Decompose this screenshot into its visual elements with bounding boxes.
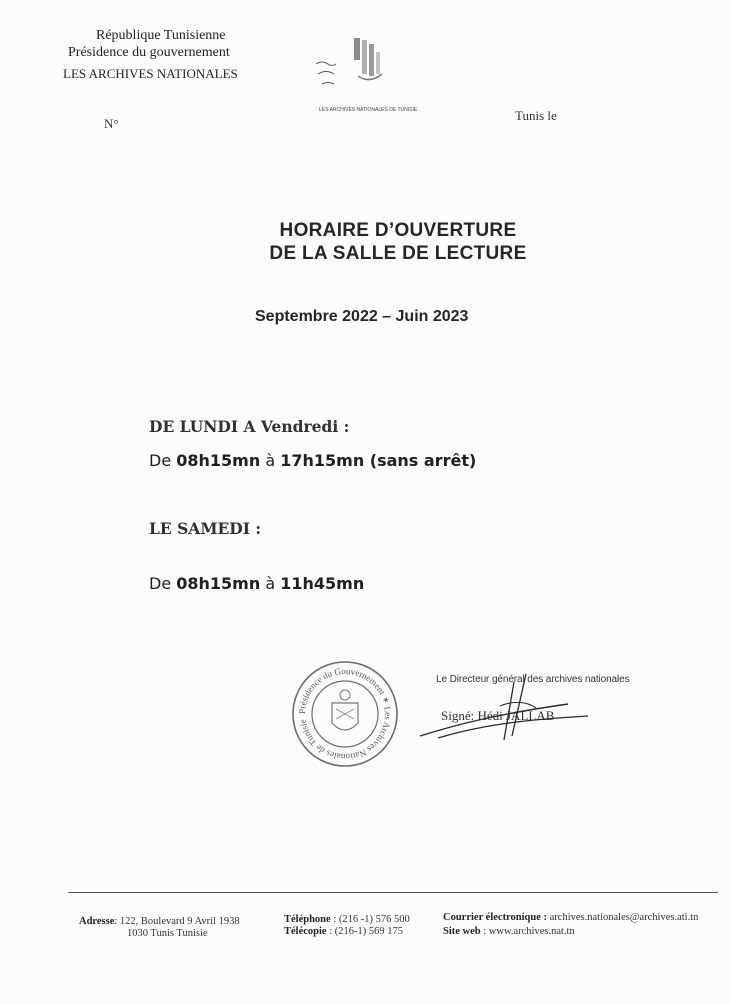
saturday-prefix: De xyxy=(149,574,177,593)
saturday-label: LE SAMEDI : xyxy=(149,519,262,538)
weekdays-hours xyxy=(149,451,476,470)
website-value: : www.archives.nat.tn xyxy=(483,926,575,937)
address-line-2: 1030 Tunis Tunisie xyxy=(127,928,208,939)
email-value: archives.nationales@archives.ati.tn xyxy=(547,912,699,923)
document-title xyxy=(218,219,578,265)
footer-address xyxy=(79,916,240,928)
location-date-label: Tunis le xyxy=(515,108,557,123)
weekdays-label: DE LUNDI A Vendredi : xyxy=(149,417,350,436)
phone-value: : (216 -1) 576 500 xyxy=(333,914,410,925)
stamp-seal-icon xyxy=(290,659,400,769)
title-line-1: HORAIRE D’OUVERTURE xyxy=(279,220,517,241)
footer-fax xyxy=(284,926,403,938)
schedule-period: Septembre 2022 – Juin 2023 xyxy=(255,308,469,325)
phone-label: Téléphone xyxy=(284,914,331,925)
handwritten-signature xyxy=(418,664,598,744)
header-republic: République Tunisienne xyxy=(96,28,226,43)
signatory-title: Le Directeur général des archives nationales xyxy=(436,674,630,685)
address-label: Adresse xyxy=(79,916,115,927)
saturday-separator: à xyxy=(260,574,281,593)
header-archives: LES ARCHIVES NATIONALES xyxy=(63,66,238,81)
weekdays-separator: à xyxy=(260,451,281,470)
email-label: Courrier électronique : xyxy=(443,912,548,923)
signatory-name: Signé: Hédi JALLAB xyxy=(441,708,555,723)
address-line-1: : 122, Boulevard 9 Avril 1938 xyxy=(114,916,240,927)
weekdays-start-time: 08h15mn xyxy=(176,451,261,470)
saturday-end-time: 11h45mn xyxy=(280,574,365,593)
footer-phone xyxy=(284,914,410,926)
footer-website xyxy=(443,926,575,938)
fax-label: Télécopie xyxy=(284,926,327,937)
stamp-ring-text: Présidence du Gouvernement ✶ Les Archives Nationales de Tunisie xyxy=(296,665,394,763)
header-presidence: Présidence du gouvernement xyxy=(68,45,230,60)
website-label: Site web xyxy=(443,926,481,937)
footer-email xyxy=(443,912,698,924)
weekdays-note: (sans arrêt) xyxy=(364,451,477,470)
footer-rule xyxy=(68,892,718,893)
title-line-2: DE LA SALLE DE LECTURE xyxy=(269,243,527,264)
weekdays-end-time: 17h15mn xyxy=(280,451,365,470)
saturday-start-time: 08h15mn xyxy=(176,574,261,593)
logo-caption: LES ARCHIVES NATIONALES DE TUNISIE xyxy=(319,107,418,113)
official-stamp xyxy=(290,659,400,769)
reference-number-label: N° xyxy=(104,116,119,131)
fax-value: : (216-1) 569 175 xyxy=(329,926,403,937)
weekdays-prefix: De xyxy=(149,451,177,470)
saturday-hours xyxy=(149,574,364,593)
signature-scribble-icon xyxy=(418,664,598,744)
